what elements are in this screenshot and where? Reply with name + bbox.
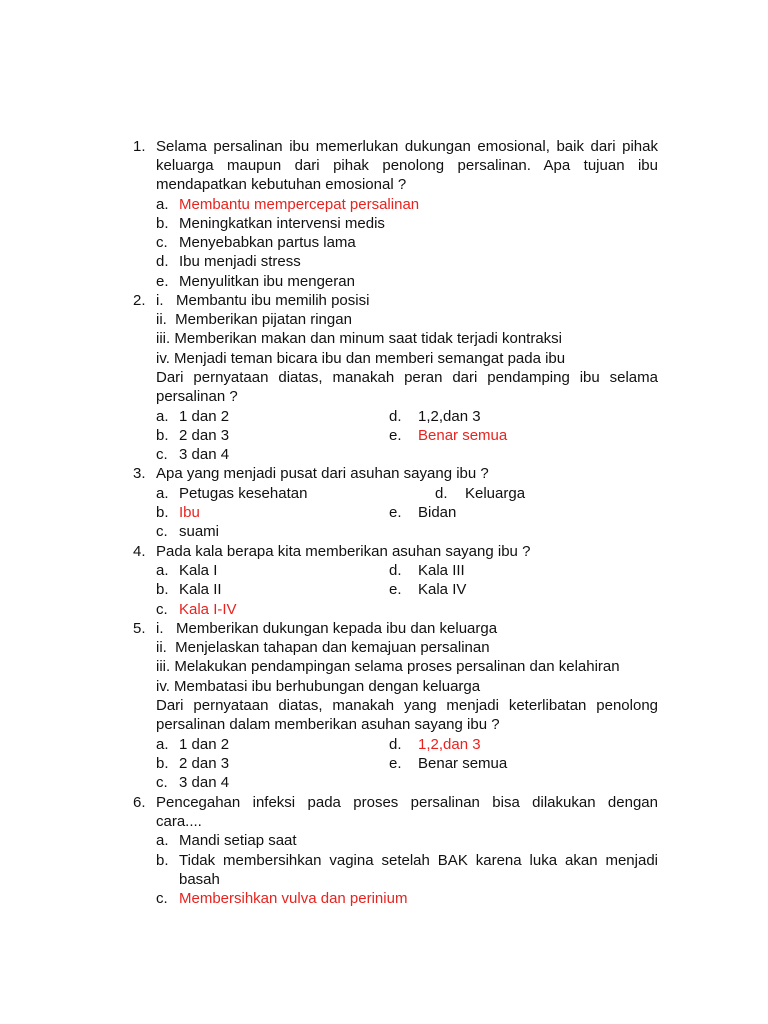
statement-line: i. Membantu ibu memilih posisi (156, 292, 370, 309)
question-text-line: keluarga maupun dari pihak penolong persalinan. Apa tujuan ibu (156, 157, 658, 174)
option-letter: e. (389, 504, 402, 521)
option-text-correct: Benar semua (418, 427, 508, 444)
statement-line: i. Memberikan dukungan kepada ibu dan keluarga (156, 620, 498, 637)
question-number: 2. (133, 292, 146, 309)
option-letter: d. (435, 485, 448, 502)
option-text: Tidak membersihkan vagina setelah BAK karena luka akan menjadi (179, 852, 658, 869)
option-text: Benar semua (418, 755, 508, 772)
statement-line: iii. Melakukan pendampingan selama proses persalinan dan kelahiran (156, 658, 620, 675)
option-text: 3 dan 4 (179, 774, 230, 791)
option-letter: b. (156, 504, 169, 521)
option-text: Ibu menjadi stress (179, 253, 301, 270)
option-text-correct: Ibu (179, 504, 200, 521)
question-number: 6. (133, 794, 146, 811)
option-letter: b. (156, 427, 169, 444)
option-text: 2 dan 3 (179, 755, 230, 772)
option-text: 1,2,dan 3 (418, 408, 481, 425)
statement-line: iv. Membatasi ibu berhubungan dengan keluarga (156, 678, 481, 695)
option-text: 2 dan 3 (179, 427, 230, 444)
question-text-line: Dari pernyataan diatas, manakah peran dari pendamping ibu selama (156, 369, 658, 386)
question-text-line: Pencegahan infeksi pada proses persalinan bisa dilakukan dengan (156, 794, 658, 811)
option-text-continued: basah (179, 871, 220, 888)
option-text: Kala III (418, 562, 465, 579)
option-text: 3 dan 4 (179, 446, 230, 463)
statement-line: iv. Menjadi teman bicara ibu dan memberi semangat pada ibu (156, 350, 566, 367)
option-letter: c. (156, 234, 168, 251)
option-letter: d. (389, 408, 402, 425)
question-text-line: Apa yang menjadi pusat dari asuhan sayang ibu ? (156, 465, 489, 482)
question-text-line: mendapatkan kebutuhan emosional ? (156, 176, 407, 193)
option-text: Keluarga (465, 485, 526, 502)
option-letter: e. (156, 273, 169, 290)
option-letter: a. (156, 485, 169, 502)
question-text-line: Selama persalinan ibu memerlukan dukungan emosional, baik dari pihak (156, 138, 658, 155)
option-text: Kala IV (418, 581, 467, 598)
statement-line: ii. Memberikan pijatan ringan (156, 311, 352, 328)
question-number: 4. (133, 543, 146, 560)
option-letter: d. (156, 253, 169, 270)
question-number: 3. (133, 465, 146, 482)
option-letter: a. (156, 562, 169, 579)
option-letter: c. (156, 601, 168, 618)
option-text: Kala I (179, 562, 218, 579)
option-letter: d. (389, 562, 402, 579)
option-letter: c. (156, 890, 168, 907)
option-text-correct: Membersihkan vulva dan perinium (179, 890, 408, 907)
option-text: Menyulitkan ibu mengeran (179, 273, 355, 290)
option-text: Bidan (418, 504, 457, 521)
question-number: 5. (133, 620, 146, 637)
option-letter: e. (389, 427, 402, 444)
question-text-line: persalinan ? (156, 388, 238, 405)
option-letter: c. (156, 774, 168, 791)
question-text-line: Pada kala berapa kita memberikan asuhan sayang ibu ? (156, 543, 531, 560)
option-letter: b. (156, 581, 169, 598)
option-letter: d. (389, 736, 402, 753)
option-letter: b. (156, 755, 169, 772)
statement-line: ii. Menjelaskan tahapan dan kemajuan persalinan (156, 639, 490, 656)
option-text: Kala II (179, 581, 222, 598)
question-text-line: Dari pernyataan diatas, manakah yang menjadi keterlibatan penolong (156, 697, 658, 714)
option-letter: e. (389, 755, 402, 772)
question-number: 1. (133, 138, 146, 155)
option-text: Menyebabkan partus lama (179, 234, 356, 251)
question-text-line: cara.... (156, 813, 202, 830)
option-letter: b. (156, 852, 169, 869)
option-text-correct: Kala I-IV (179, 601, 237, 618)
option-letter: e. (389, 581, 402, 598)
option-letter: c. (156, 446, 168, 463)
option-text: Meningkatkan intervensi medis (179, 215, 385, 232)
option-text: 1 dan 2 (179, 408, 230, 425)
option-letter: c. (156, 523, 168, 540)
option-text-correct: 1,2,dan 3 (418, 736, 481, 753)
option-letter: a. (156, 408, 169, 425)
statement-line: iii. Memberikan makan dan minum saat tidak terjadi kontraksi (156, 330, 563, 347)
option-text: 1 dan 2 (179, 736, 230, 753)
option-letter: a. (156, 832, 169, 849)
option-text: Mandi setiap saat (179, 832, 297, 849)
option-letter: b. (156, 215, 169, 232)
question-text-line: persalinan dalam memberikan asuhan sayang ibu ? (156, 716, 500, 733)
option-text: suami (179, 523, 220, 540)
option-text-correct: Membantu mempercepat persalinan (179, 196, 420, 213)
option-letter: a. (156, 736, 169, 753)
option-text: Petugas kesehatan (179, 485, 308, 502)
option-letter: a. (156, 196, 169, 213)
